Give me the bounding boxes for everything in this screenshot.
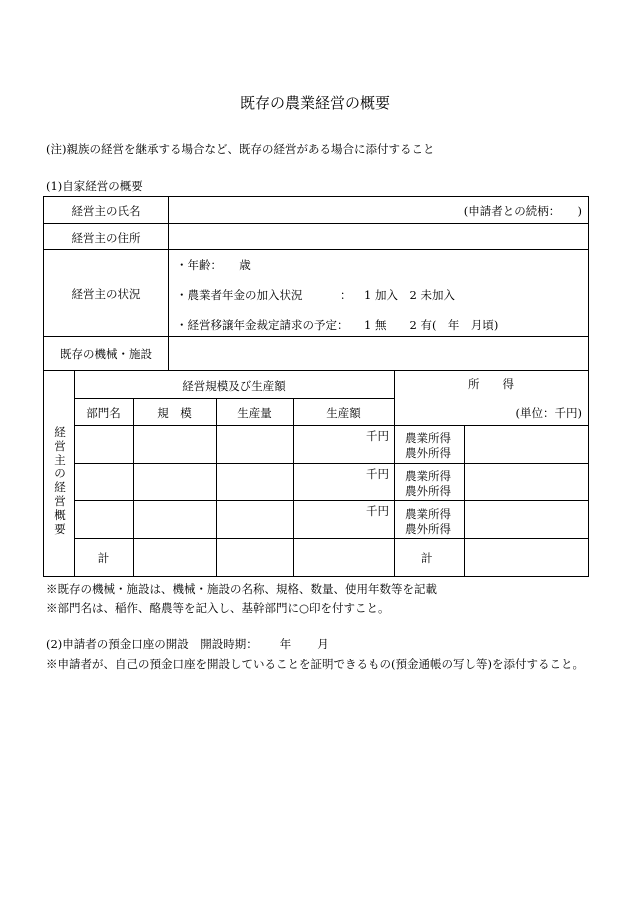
attachment-note: (注)親族の経営を継承する場合など、既存の経営がある場合に添付すること: [46, 142, 435, 156]
footnote-bankbook: ※申請者が、自己の預金口座を開設していることを証明できるもの(預金通帳の写し等)を添付すること。: [46, 657, 584, 671]
row-line: [74, 538, 588, 539]
scale-header: 規 模: [157, 406, 192, 420]
row-line: [74, 463, 588, 464]
row-line: [44, 336, 588, 337]
farm-income-label: 農業所得: [405, 431, 451, 445]
relation-field: (申請者との続柄： ): [463, 204, 582, 218]
transfer-options: 1 無 2 有( 年 月頃): [364, 318, 499, 332]
nonfarm-income-label: 農外所得: [405, 522, 451, 536]
section2-heading-text: (2)申請者の預金口座の開設 開設時期：: [46, 637, 258, 651]
row-line: [74, 398, 394, 399]
amount-header: 生産額: [326, 406, 361, 420]
year-label: 年: [279, 637, 292, 651]
nonfarm-income-label: 農外所得: [405, 484, 451, 498]
pension-label: ・農業者年金の加入状況: [176, 288, 303, 302]
row-line: [74, 500, 588, 501]
owner-status-label: 経営主の状況: [71, 287, 141, 301]
unit-label: (単位：千円): [515, 406, 582, 420]
total-label: 計: [97, 551, 110, 565]
yen-unit: 千円: [366, 504, 389, 518]
col-line: [394, 370, 395, 576]
section2-heading: [46, 636, 329, 652]
pension-options: 1 加入 2 未加入: [364, 288, 455, 302]
income-total-label: 計: [421, 551, 433, 565]
footnote-equipment: ※既存の機械・施設は、機械・施設の名称、規格、数量、使用年数等を記載: [46, 582, 437, 596]
row-line: [44, 370, 588, 371]
page-title: 既存の農業経営の概要: [239, 94, 390, 112]
management-overview-vertical-label: 経営主の経営概要: [54, 425, 66, 536]
month-label: 月: [317, 637, 329, 651]
row-line: [74, 425, 588, 426]
footnote-department: ※部門名は、稲作、酪農等を記入し、基幹部門に○印を付すこと。: [46, 601, 390, 615]
age-line: ・年齢： 歳: [176, 258, 251, 272]
equipment-label: 既存の機械・施設: [60, 347, 152, 361]
row-line: [44, 223, 588, 224]
owner-name-label: 経営主の氏名: [71, 204, 141, 218]
income-header: 所 得: [468, 377, 514, 391]
section1-heading: (1)自家経営の概要: [46, 179, 143, 193]
yen-unit: 千円: [366, 467, 389, 481]
scale-production-header: 経営規模及び生産額: [182, 379, 286, 393]
nonfarm-income-label: 農外所得: [405, 446, 451, 460]
owner-address-label: 経営主の住所: [71, 231, 141, 245]
yen-unit: 千円: [366, 429, 389, 443]
farm-income-label: 農業所得: [405, 507, 451, 521]
label-column-line: [168, 197, 169, 370]
pension-colon: ：: [340, 288, 352, 302]
quantity-header: 生産量: [237, 406, 272, 420]
farm-income-label: 農業所得: [405, 469, 451, 483]
transfer-label: ・経営移譲年金裁定請求の予定：: [176, 318, 349, 332]
dept-header: 部門名: [86, 406, 121, 420]
row-line: [44, 249, 588, 250]
col-line: [74, 370, 75, 576]
